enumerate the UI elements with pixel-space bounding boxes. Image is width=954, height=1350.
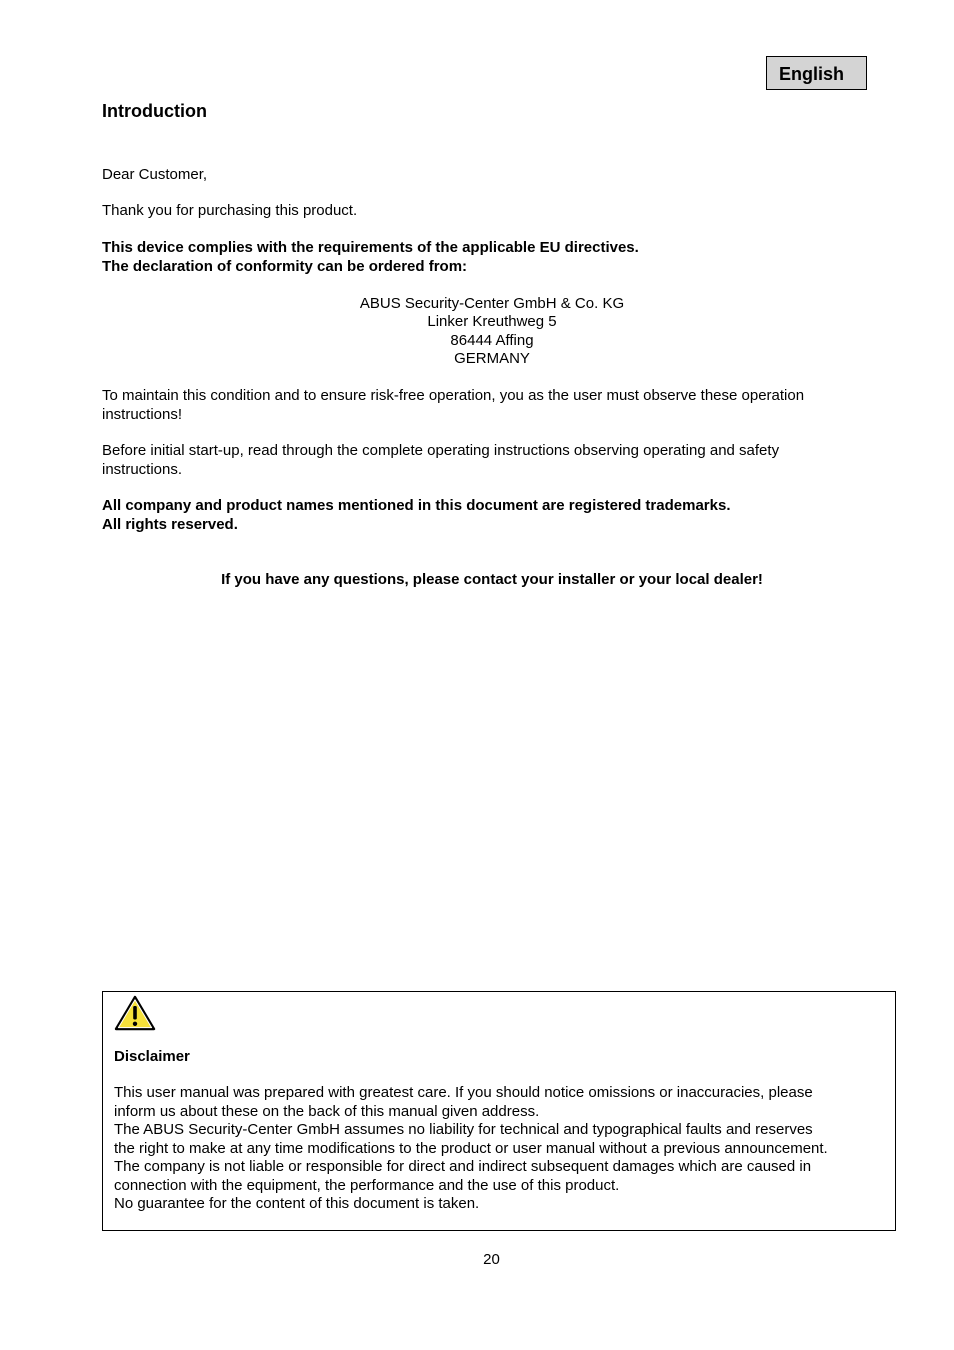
warning-triangle-icon [113, 994, 157, 1032]
startup-instructions [102, 442, 872, 479]
address-line: ABUS Security-Center GmbH & Co. KG [359, 295, 625, 312]
company-address [102, 295, 882, 368]
disclaimer-title: Disclaimer [114, 1048, 190, 1065]
trademark-line: All rights reserved. [102, 515, 238, 533]
thanks-text: Thank you for purchasing this product. [102, 202, 358, 219]
startup-line: Before initial start-up, read through the complete operating instructions observing operating and safety [102, 442, 780, 459]
address-line: GERMANY [454, 349, 530, 367]
compliance-statement [102, 239, 872, 276]
disclaimer-line: connection with the equipment, the performance and the use of this product. [114, 1176, 620, 1194]
trademark-notice [102, 497, 872, 534]
compliance-line: The declaration of conformity can be ordered from: [102, 257, 468, 275]
language-badge: English [766, 56, 867, 90]
disclaimer-text [114, 1084, 889, 1214]
salutation: Dear Customer, [102, 166, 208, 183]
startup-line: instructions. [102, 460, 183, 478]
disclaimer-line: the right to make at any time modifications to the product or user manual without a previous announcement. [114, 1139, 828, 1157]
address-line: Linker Kreuthweg 5 [427, 313, 557, 331]
maintain-line: To maintain this condition and to ensure risk-free operation, you as the user must observe these operation [102, 387, 805, 404]
disclaimer-line: inform us about these on the back of this manual given address. [114, 1102, 540, 1120]
trademark-line: All company and product names mentioned in this document are registered trademarks. [102, 497, 731, 514]
address-line: 86444 Affing [450, 331, 534, 349]
disclaimer-line: The company is not liable or responsible for direct and indirect subsequent damages which are caused in [114, 1158, 812, 1175]
maintain-instructions [102, 387, 872, 424]
disclaimer-line: No guarantee for the content of this document is taken. [114, 1195, 480, 1212]
disclaimer-box [102, 991, 896, 1231]
contact-notice: If you have any questions, please contact your installer or your local dealer! [221, 571, 763, 588]
disclaimer-line: This user manual was prepared with greatest care. If you should notice omissions or inaccuracies, please [114, 1084, 813, 1101]
compliance-line: This device complies with the requirements of the applicable EU directives. [102, 239, 639, 256]
page-number: 20 [483, 1251, 500, 1268]
disclaimer-line: The ABUS Security-Center GmbH assumes no liability for technical and typographical faults and reserves [114, 1121, 813, 1138]
page-title: Introduction [102, 101, 207, 121]
maintain-line: instructions! [102, 405, 183, 423]
